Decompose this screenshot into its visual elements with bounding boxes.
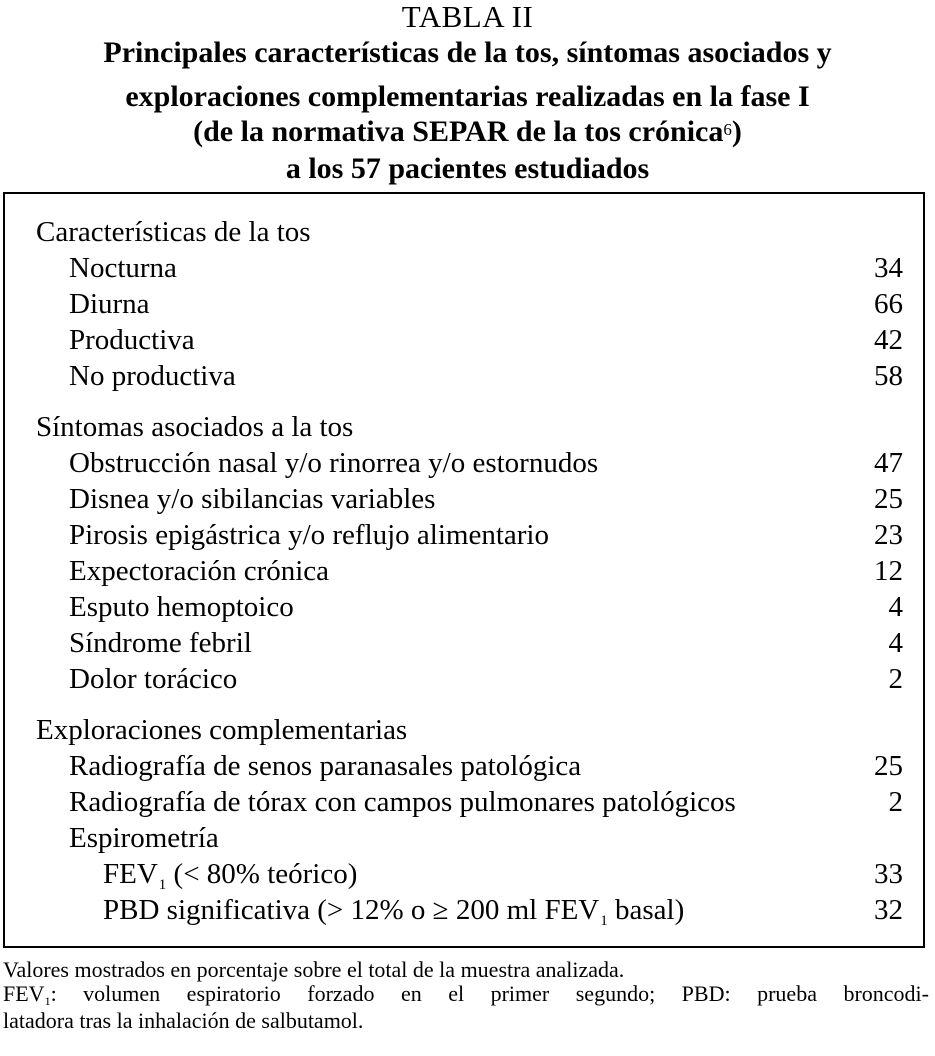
row-value: 2 [888, 663, 903, 695]
footnote-text: : volumen espiratorio forzado en el primer segundo; PBD: prueba broncodi- [50, 981, 929, 1006]
row-label: Obstrucción nasal y/o rinorrea y/o estornudos [69, 447, 599, 479]
row-value: 4 [888, 591, 903, 623]
row-label: Radiografía de tórax con campos pulmonares patológicos [69, 786, 736, 818]
row-value: 66 [874, 288, 903, 320]
table-row [5, 445, 923, 481]
row-value: 12 [874, 555, 903, 587]
section-title: Síntomas asociados a la tos [36, 411, 354, 443]
row-label: Expectoración crónica [69, 555, 330, 587]
table-title-line-1: Principales características de la tos, síntomas asociados y [103, 36, 832, 69]
table-row [5, 661, 923, 697]
row-value: 25 [874, 750, 903, 782]
title-line-3-close: ) [731, 115, 742, 148]
table-row [5, 784, 923, 820]
subscript: 1 [158, 877, 167, 893]
label-text: basal) [607, 894, 685, 926]
table-row [5, 322, 923, 358]
label-text: PBD significativa (> 12% o ≥ 200 ml FEV [103, 894, 600, 926]
label-text: (< 80% teórico) [166, 858, 358, 890]
row-label: Productiva [69, 324, 195, 356]
section-heading-cough-characteristics [5, 214, 923, 250]
row-label: Diurna [69, 288, 150, 320]
row-label [103, 856, 357, 897]
section-title: Características de la tos [36, 216, 311, 248]
row-value: 2 [888, 786, 903, 818]
row-value: 33 [874, 858, 903, 890]
table-subrow [5, 856, 923, 892]
subscript: 1 [600, 913, 608, 929]
row-value: 32 [874, 894, 903, 926]
table-row [5, 358, 923, 394]
row-value: 25 [874, 483, 903, 515]
row-label: Dolor torácico [69, 663, 238, 695]
section-heading-associated-symptoms [5, 409, 923, 445]
footnote-line-2 [3, 982, 929, 1009]
table-number: TABLA II [401, 0, 534, 34]
table-footnotes [3, 958, 929, 1033]
row-label [103, 892, 684, 933]
table-row-spirometry [5, 820, 923, 856]
row-value: 4 [888, 627, 903, 659]
row-label: Pirosis epigástrica y/o reflujo alimentario [69, 519, 549, 551]
table-row [5, 286, 923, 322]
row-value: 42 [874, 324, 903, 356]
footnote-text: FEV [3, 981, 45, 1006]
row-label: Esputo hemoptoico [69, 591, 294, 623]
row-label: Disnea y/o sibilancias variables [69, 483, 436, 515]
table-title-line-4: a los 57 pacientes estudiados [285, 152, 650, 185]
table-title-line-3 [0, 115, 935, 149]
reference-superscript: 6 [723, 120, 732, 139]
subscript: 1 [44, 994, 51, 1008]
row-value: 58 [874, 360, 903, 392]
table-title-line-2: exploraciones complementarias realizadas en la fase I [125, 80, 810, 113]
row-label: No productiva [69, 360, 236, 392]
title-line-3-text: (de la normativa SEPAR de la tos crónica [193, 115, 724, 148]
row-label: Radiografía de senos paranasales patológica [69, 750, 582, 782]
table-row [5, 250, 923, 286]
table-row [5, 517, 923, 553]
table-subrow [5, 892, 923, 928]
row-label: Síndrome febril [69, 627, 252, 659]
section-heading-complementary-explorations [5, 712, 923, 748]
row-label: Nocturna [69, 252, 177, 284]
label-text: FEV [103, 858, 158, 890]
table-row [5, 589, 923, 625]
table-row [5, 625, 923, 661]
data-table [3, 192, 925, 948]
row-value: 34 [874, 252, 903, 284]
row-value: 23 [874, 519, 903, 551]
footnote-line-1: Valores mostrados en porcentaje sobre el total de la muestra analizada. [3, 957, 625, 982]
section-title: Exploraciones complementarias [36, 714, 408, 746]
table-row [5, 481, 923, 517]
table-row [5, 553, 923, 589]
row-value: 47 [874, 447, 903, 479]
footnote-line-3: latadora tras la inhalación de salbutamol. [3, 1008, 364, 1033]
table-row [5, 748, 923, 784]
row-label: Espirometría [69, 822, 219, 854]
